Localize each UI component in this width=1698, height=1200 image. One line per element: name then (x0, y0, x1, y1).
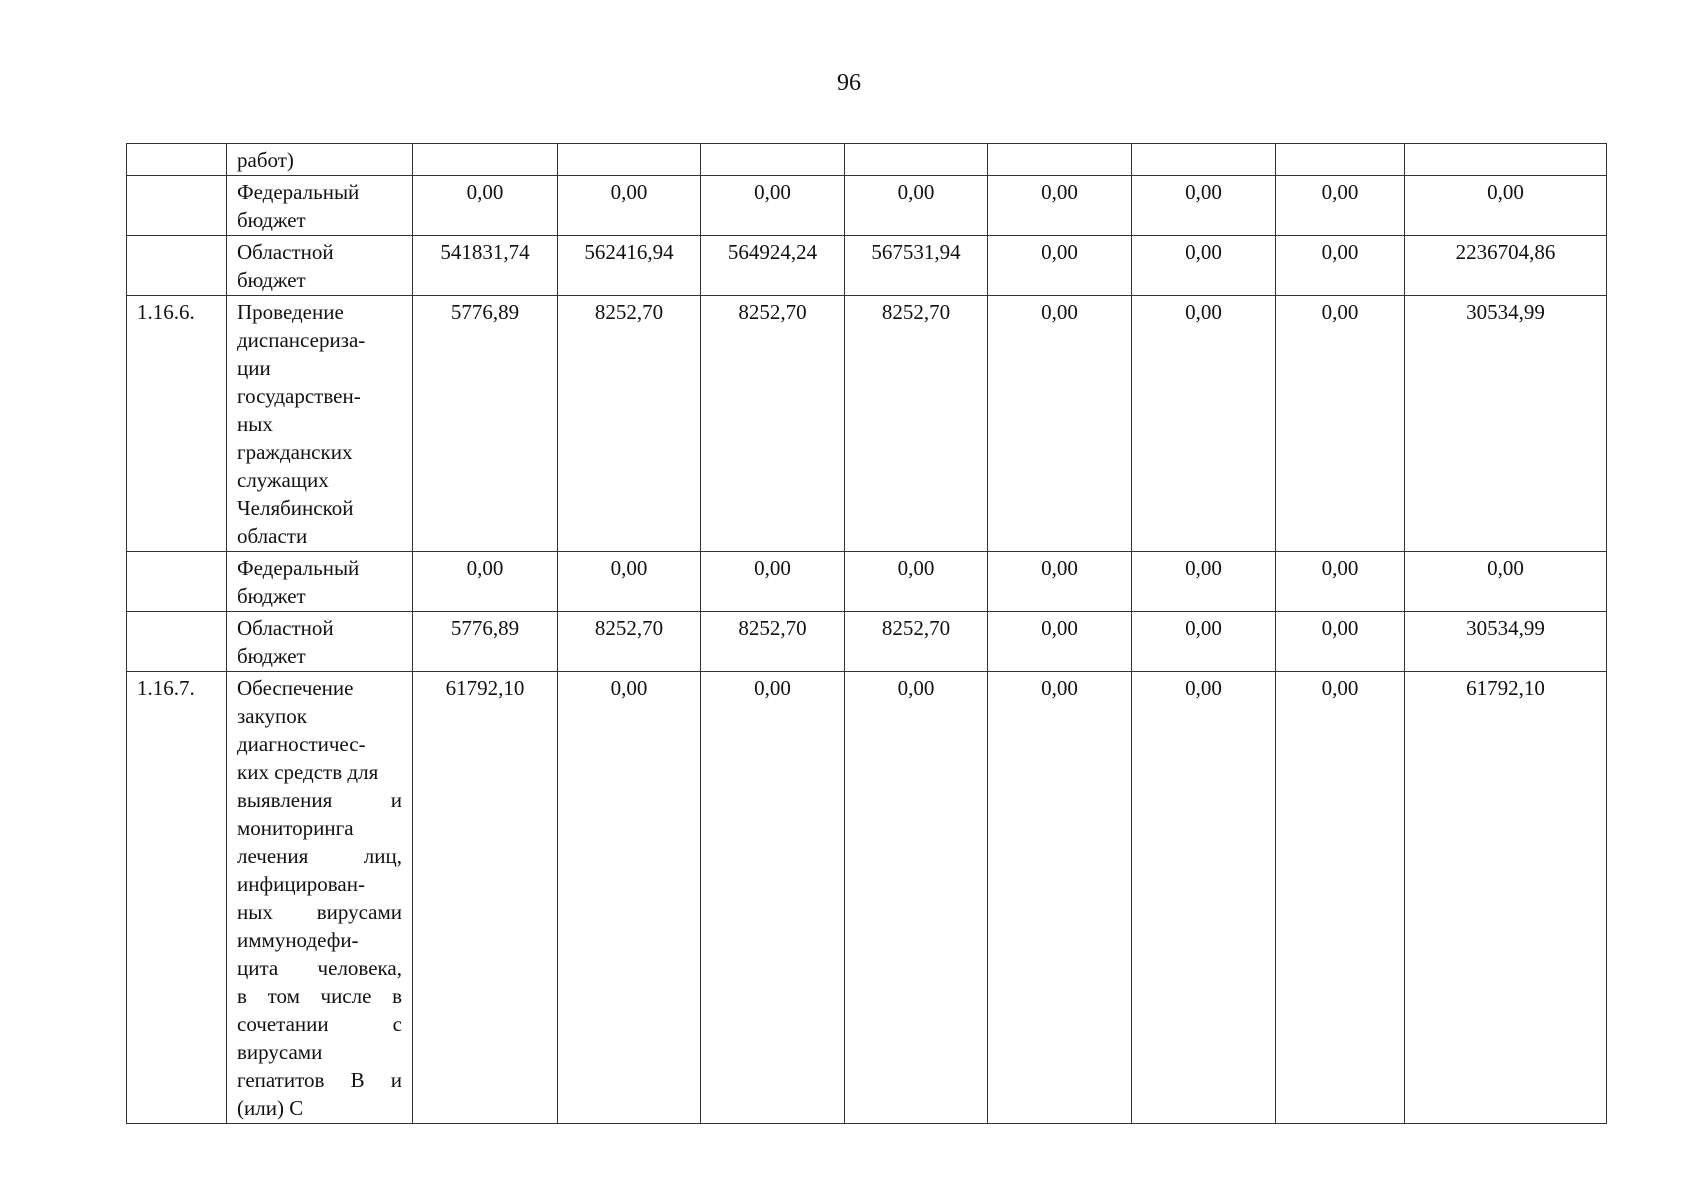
value-cell: 0,00 (845, 672, 988, 1124)
row-name-line: диагностичес- (237, 732, 366, 756)
value-cell: 0,00 (988, 672, 1132, 1124)
value-cell: 0,00 (413, 176, 558, 236)
row-name-line: лечения лиц, (237, 844, 402, 868)
page-number: 96 (837, 70, 861, 96)
value-cell: 0,00 (1132, 296, 1276, 552)
row-name-line: государствен- (237, 384, 361, 408)
row-name-line: в том числе в (237, 984, 402, 1008)
row-code-cell (127, 236, 227, 296)
value-cell: 0,00 (988, 552, 1132, 612)
row-name-line: закупок (237, 704, 307, 728)
value-cell: 0,00 (988, 236, 1132, 296)
table-row (127, 672, 1607, 1124)
row-code-cell (127, 552, 227, 612)
table-row (127, 296, 1607, 552)
value-cell: 541831,74 (413, 236, 558, 296)
row-name-line: цита человека, (237, 956, 402, 980)
row-name-line: ции (237, 356, 271, 380)
value-cell: 5776,89 (413, 612, 558, 672)
table-body (127, 144, 1607, 1124)
row-name-line: Федеральный (237, 180, 360, 204)
table-row (127, 144, 1607, 176)
value-cell: 0,00 (845, 176, 988, 236)
value-cell: 0,00 (701, 176, 845, 236)
row-name-line: вирусами (237, 1040, 323, 1064)
value-cell: 0,00 (558, 672, 701, 1124)
row-code-cell (127, 144, 227, 176)
table-row (127, 552, 1607, 612)
row-name-cell (227, 144, 413, 176)
row-code-cell (127, 176, 227, 236)
value-cell (558, 144, 701, 176)
value-cell: 0,00 (988, 176, 1132, 236)
row-name-line: работ) (237, 148, 294, 172)
row-name-line: бюджет (237, 584, 306, 608)
row-name-line: гепатитов В и (237, 1068, 402, 1092)
row-name-line: Проведение (237, 300, 344, 324)
row-name-line: ных (237, 412, 273, 436)
row-name-line: ных вирусами (237, 900, 402, 924)
row-name-line: Челябинской (237, 496, 354, 520)
row-name-line: гражданских (237, 440, 353, 464)
value-cell: 30534,99 (1405, 612, 1607, 672)
value-cell (1405, 144, 1607, 176)
row-name-cell (227, 236, 413, 296)
row-name-cell (227, 296, 413, 552)
value-cell: 0,00 (845, 552, 988, 612)
row-name-cell (227, 176, 413, 236)
value-cell (701, 144, 845, 176)
value-cell: 562416,94 (558, 236, 701, 296)
value-cell (1132, 144, 1276, 176)
value-cell: 0,00 (1132, 612, 1276, 672)
row-name-cell (227, 552, 413, 612)
row-name-line: бюджет (237, 644, 306, 668)
row-code-cell: 1.16.6. (127, 296, 227, 552)
row-name-line: Областной (237, 616, 334, 640)
value-cell: 0,00 (1276, 296, 1405, 552)
value-cell: 61792,10 (1405, 672, 1607, 1124)
row-name-line: области (237, 524, 308, 548)
value-cell: 0,00 (413, 552, 558, 612)
value-cell: 0,00 (1276, 612, 1405, 672)
row-name-line: выявления и (237, 788, 402, 812)
value-cell: 0,00 (1132, 176, 1276, 236)
value-cell: 8252,70 (845, 612, 988, 672)
value-cell (413, 144, 558, 176)
value-cell: 0,00 (988, 612, 1132, 672)
value-cell: 5776,89 (413, 296, 558, 552)
value-cell: 0,00 (1276, 672, 1405, 1124)
value-cell: 61792,10 (413, 672, 558, 1124)
table-row (127, 236, 1607, 296)
value-cell: 2236704,86 (1405, 236, 1607, 296)
value-cell: 0,00 (1132, 236, 1276, 296)
value-cell (845, 144, 988, 176)
row-code-cell: 1.16.7. (127, 672, 227, 1124)
value-cell: 8252,70 (701, 296, 845, 552)
row-name-line: диспансериза- (237, 328, 366, 352)
value-cell: 8252,70 (558, 612, 701, 672)
row-code-cell (127, 612, 227, 672)
value-cell: 8252,70 (701, 612, 845, 672)
value-cell: 8252,70 (558, 296, 701, 552)
value-cell: 0,00 (1276, 176, 1405, 236)
value-cell: 8252,70 (845, 296, 988, 552)
table-row (127, 612, 1607, 672)
value-cell: 0,00 (701, 552, 845, 612)
value-cell (988, 144, 1132, 176)
row-name-line: Областной (237, 240, 334, 264)
row-name-line: бюджет (237, 208, 306, 232)
value-cell: 0,00 (1276, 552, 1405, 612)
row-name-line: мониторинга (237, 816, 354, 840)
value-cell: 0,00 (988, 296, 1132, 552)
value-cell: 0,00 (558, 552, 701, 612)
value-cell: 567531,94 (845, 236, 988, 296)
row-name-line: (или) С (237, 1096, 304, 1120)
row-name-line: бюджет (237, 268, 306, 292)
value-cell: 0,00 (1405, 552, 1607, 612)
row-name-line: Федеральный (237, 556, 360, 580)
table-row (127, 176, 1607, 236)
row-name-line: сочетании с (237, 1012, 402, 1036)
row-name-cell (227, 612, 413, 672)
row-name-cell (227, 672, 413, 1124)
row-name-line: ких средств для (237, 760, 379, 784)
value-cell: 0,00 (1276, 236, 1405, 296)
value-cell: 0,00 (1132, 672, 1276, 1124)
value-cell: 0,00 (701, 672, 845, 1124)
row-name-line: служащих (237, 468, 329, 492)
value-cell: 564924,24 (701, 236, 845, 296)
value-cell (1276, 144, 1405, 176)
row-name-line: инфицирован- (237, 872, 365, 896)
row-name-line: иммунодефи- (237, 928, 359, 952)
value-cell: 30534,99 (1405, 296, 1607, 552)
value-cell: 0,00 (1132, 552, 1276, 612)
row-name-line: Обеспечение (237, 676, 354, 700)
value-cell: 0,00 (1405, 176, 1607, 236)
value-cell: 0,00 (558, 176, 701, 236)
budget-table (126, 143, 1607, 1124)
